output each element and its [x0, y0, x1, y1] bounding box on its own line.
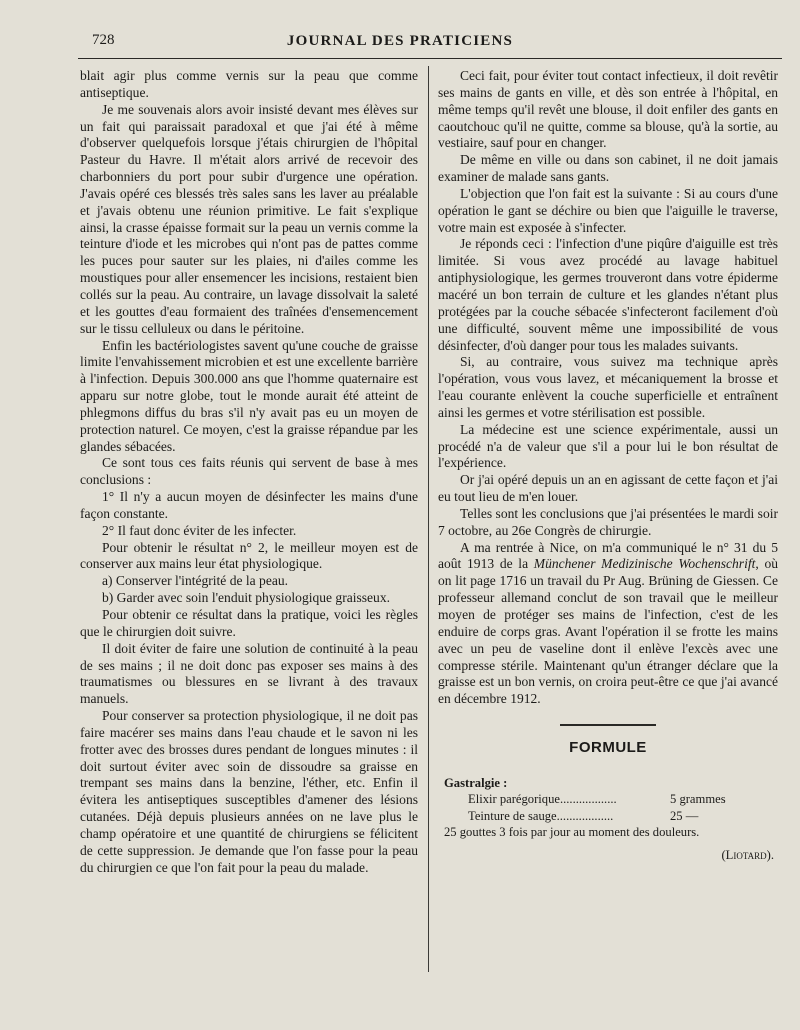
- paragraph: Il doit éviter de faire une solution de continuité à la peau de ses mains ; il ne doit donc pas exposer ses mains à des traumatismes ou blessures en se livrant à des travaux manuels.: [80, 640, 418, 707]
- header-rule: [78, 58, 782, 59]
- paragraph: Ce sont tous ces faits réunis qui servent de base à mes conclusions :: [80, 455, 418, 488]
- paragraph: Pour obtenir ce résultat dans la pratique, voici les règles que le chirurgien doit suivre.: [80, 607, 418, 639]
- dosage-note: 25 gouttes 3 fois par jour au moment des douleurs.: [444, 825, 700, 840]
- formula-title: FORMULE: [569, 739, 647, 757]
- section-divider: [560, 724, 656, 726]
- formula-block: [438, 775, 778, 864]
- right-column: [438, 68, 778, 863]
- ingredient-name: Teinture de sauge..................: [468, 808, 614, 823]
- sub-item: b) Garder avec soin l'enduit physiologique graisseux.: [102, 590, 390, 606]
- paragraph-text: Pr Aug. Brüning de Giessen. Ce professeur allemand conclut de son travail que le meilleur moyen de protéger ses mains de l'infection, c'est de les enduire de corps gras. Avant l'opération il se frotte les mains avec un peu de vaseline dont il enlève l'excès avec une compresse stérile. Maintenant qu'un étranger déclare que la graisse est un bon vernis, on croira peut-être ce que j'ai avancé en décembre 1912.: [438, 573, 778, 707]
- author-name: (Liotard).: [721, 847, 774, 862]
- conclusion-item: 2° Il faut donc éviter de les infecter.: [102, 522, 297, 538]
- paragraph: De même en ville ou dans son cabinet, il ne doit jamais examiner de malade sans gants.: [438, 152, 778, 185]
- formula-heading: Gastralgie :: [444, 775, 508, 790]
- journal-citation: Münchener Medizinische Wochenschrift: [533, 556, 756, 572]
- column-divider: [428, 66, 429, 972]
- paragraph-text: A ma rentrée à Nice, on m'a communiqué le n° 31 du 5 août 1913 de la: [438, 539, 778, 572]
- author-signature: [438, 847, 778, 864]
- paragraph: [438, 540, 778, 708]
- ingredient-quantity: 25 —: [670, 808, 699, 823]
- paragraph: Telles sont les conclusions que j'ai présentées le mardi soir 7 octobre, au 26e Congrès de chirurgie.: [438, 505, 778, 538]
- formula-row: [438, 791, 778, 808]
- paragraph: Ceci fait, pour éviter tout contact infectieux, il doit revêtir ses mains de gants en ville, et dès son entrée à l'hôpital, en même temps qu'il revêt une blouse, il doit enfiler des gants en caoutchouc qu'il ne quitte, comme sa blouse, qu'à la sortie, au vestiaire, sauf pour en changer.: [438, 68, 778, 151]
- paragraph: Pour conserver sa protection physiologique, il ne doit pas faire macérer ses mains dans l'eau chaude et le savon ni les frotter avec des brosses dures pendant de longues minutes : il doit surtout éviter avec soin de dissoudre sa graisse en trempant ses mains dans la benzine, l'éther, etc. Enfin il évitera les antiseptiques susceptibles d'amener des lésions cutanées. Déjà depuis plusieurs années on ne lave plus le champ opératoire et une quantité de chirurgiens se félicitent de cette suppression. Je demande que l'on fasse pour la peau du chirurgien ce que l'on fait pour la peau du malade.: [80, 708, 418, 875]
- paragraph: Pour obtenir le résultat n° 2, le meilleur moyen est de conserver aux mains leur état physiologique.: [80, 539, 418, 572]
- left-column: [80, 68, 418, 877]
- paragraph: Or j'ai opéré depuis un an en agissant de cette façon et j'ai eu tout lieu de m'en louer.: [438, 472, 778, 505]
- page-number: 728: [92, 32, 115, 48]
- paragraph: Je me souvenais alors avoir insisté devant mes élèves sur un fait qui paraissait paradoxal et que j'ai été à même d'observer quelquefois lorsque j'étais chirurgien de l'hôpital Pasteur du Havre. Il m'était alors arrivé de recevoir des charbonniers du port pour subir d'urgence une opération. J'avais opéré ces blessés très sales sans les laver au préalable et j'avais obtenu une réunion primitive. Le fait s'explique ainsi, la crasse épaisse formait sur la peau un vernis comme la teinture d'iode et les microbes qui n'ont pas de pattes comme les puces pour sauter sur les plaies, ni d'ailes comme les moustiques pour aller ensemencer les incisions, restaient bien collés sur la peau. Au contraire, un lavage dissolvait la saleté et les gouttes d'eau formaient des traînées d'ensemencement sur le tissu celluleux ou dans le péritoine.: [80, 101, 418, 336]
- paragraph: La médecine est une science expérimentale, aussi un procédé n'a de valeur que s'il a pour lui le bon résultat de l'expérience.: [438, 421, 778, 471]
- ingredient-quantity: 5 grammes: [670, 792, 726, 807]
- paragraph-text: , où on lit page 1716 un travail du: [438, 556, 778, 589]
- ingredient-name: Elixir parégorique..................: [468, 792, 617, 807]
- paragraph: Enfin les bactériologistes savent qu'une couche de graisse limite l'envahissement microbien et est une excellente barrière à l'infection. Depuis 300.000 ans que l'homme quaternaire est apparu sur notre globe, tout le monde aurait été atteint de phlegmons diffus du bras s'il n'y avait pas eu un moyen de protection naturel. Ce moyen, c'est la graisse répandue par les glandes sébacées.: [80, 337, 418, 454]
- paragraph: Je réponds ceci : l'infection d'une piqûre d'aiguille est très limitée. Si vous avez procédé au lavage habituel antiphysiologique, les germes trouveront dans votre épiderme macéré un bon terrain de culture et les glandes n'étant plus protégées par la couche sébacée s'infecteront facilement d'où une difficulté, souvent même une impossibilité de vous désinfecter, d'où danger pour tous les malades suivants.: [438, 236, 778, 353]
- formula-row: [438, 808, 778, 825]
- paragraph: Si, au contraire, vous suivez ma technique après l'opération, vous vous lavez, et mécaniquement la brosse et l'eau courante enlèvent la couche superficielle et entraînent ainsi les germes et votre stérilisation est possible.: [438, 354, 778, 420]
- paragraph: L'objection que l'on fait est la suivante : Si au cours d'une opération le gant se déchire ou bien que l'aiguille le traverse, votre main est exposée à s'infecter.: [438, 185, 778, 235]
- paragraph: blait agir plus comme vernis sur la peau que comme antiseptique.: [80, 68, 418, 100]
- conclusion-item: 1° Il n'y a aucun moyen de désinfecter les mains d'une façon constante.: [80, 489, 418, 521]
- page-header: [0, 30, 800, 54]
- journal-title: JOURNAL DES PRATICIENS: [286, 33, 514, 49]
- sub-item: a) Conserver l'intégrité de la peau.: [102, 573, 288, 589]
